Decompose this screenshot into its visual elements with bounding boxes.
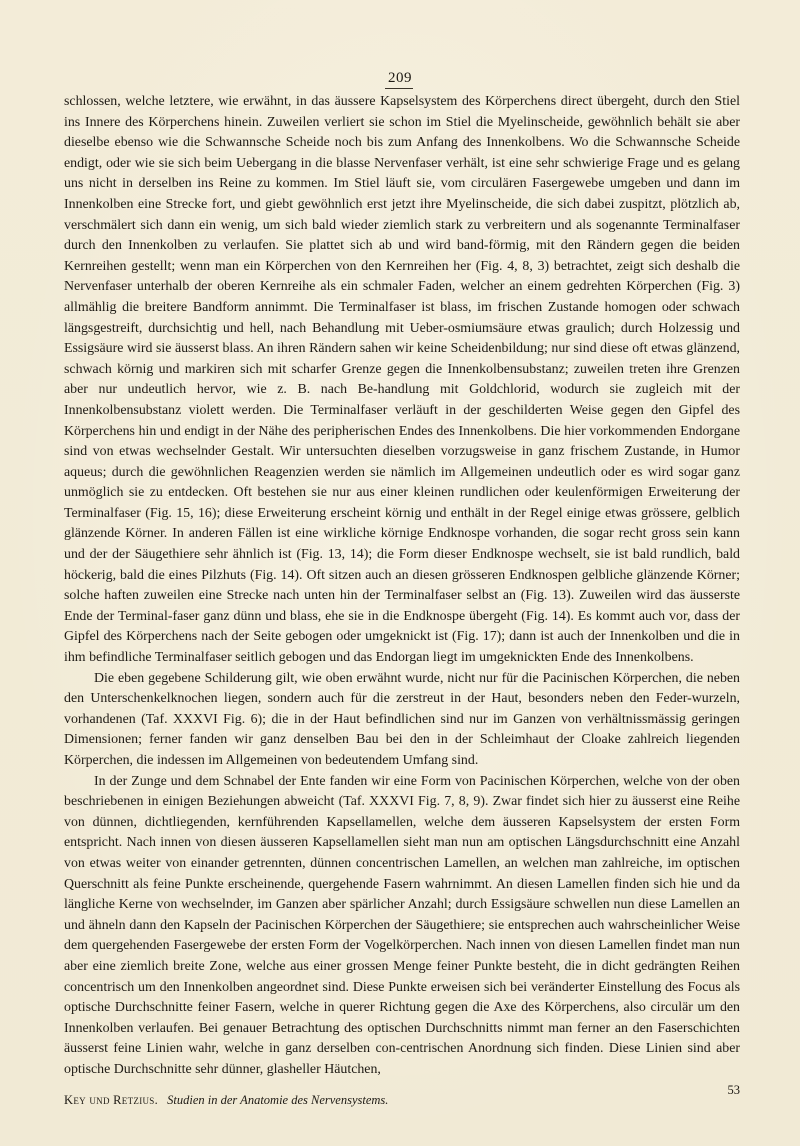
footer-authors: Key und Retzius. — [64, 1093, 159, 1107]
paragraph: schlossen, welche letztere, wie erwähnt, in das äussere Kapselsystem des Körperchens direct übergeht, durch den Stiel ins Innere des Körperchens hinein. Zuweilen verliert sie schon im Stiel die Myelinscheide, gewöhnlich behält sie aber dieselbe ebenso wie die Schwannsche Scheide noch bis zum Anfang des Innenkolbens. Wo die Schwannsche Scheide endigt, oder wie sie sich beim Uebergang in die blasse Nervenfaser verhält, ist eine sehr schwierige Frage und es gelang uns nicht in derselben ins Reine zu kommen. Im Stiel läuft sie, vom circulären Fasergewebe umgeben und dann im Innenkolben eine Strecke fort, und giebt gewöhnlich erst jetzt ihre Myelinscheide, die sich dabei zuspitzt, plötzlich ab, verschmälert sich dann ein wenig, um sich bald wieder ziemlich stark zu verbreitern und als sogenannte Terminalfaser durch den Innenkolben zu verlaufen. Sie plattet sich ab und wird band-förmig, mit den Rändern gegen die beiden Kernreihen gestellt; wenn man ein Körperchen von den Kernreihen her (Fig. 4, 8, 3) betrachtet, zeigt sich deshalb die Nervenfaser unterhalb der oberen Kernreihe als ein schmaler Faden, welcher an einem gedrehten Körperchen (Fig. 3) allmählig die breitere Bandform annimmt. Die Terminalfaser ist blass, im frischen Zustande homogen oder schwach längsgestreift, durchsichtig und hell, nach Behandlung mit Ueber-osmiumsäure etwas graulich; durch Holzessig und Essigsäure wird sie äusserst blass. An ihren Rändern sahen wir keine Scheidenbildung; nur sind diese oft etwas glänzend, schwach körnig und markiren sich mit scharfer Grenze gegen die Innenkolbensubstanz; zuweilen treten ihre Grenzen aber nur undeutlich hervor, wie z. B. nach Be-handlung mit Goldchlorid, wodurch sie zugleich mit der Innenkolbensubstanz violett werden. Die Terminalfaser verläuft in der geschilderten Weise gegen den Gipfel des Körperchens hin und endigt in der Nähe des peripherischen Endes des Innenkolbens. Die hier vorkommenden Endorgane sind von etwas wechselnder Gestalt. Wir untersuchten dieselben vorzugsweise in ganz frischem Zustande, in Humor aqueus; durch die gewöhnlichen Reagenzien werden sie nämlich im Allgemeinen undeutlich oder es wird sogar ganz unmöglich sie zu entdecken. Oft bestehen sie nur aus einer kleinen rundlichen oder keulenförmigen Erweiterung der Terminalfaser (Fig. 15, 16); diese Erweiterung erscheint körnig und enthält in der Regel einige etwas grössere, gelblich glänzende Körner. In anderen Fällen ist eine wirkliche körnige Endknospe vorhanden, die sogar recht gross sein kann und der der Säugethiere sehr ähnlich ist (Fig. 13, 14); die Form dieser Endknospe wechselt, sie ist bald rundlich, bald höckerig, bald die eines Pilzhuts (Fig. 14). Oft sitzen auch an diesen grösseren Endknospen gelbliche glänzende Körner; solche haften zuweilen eine Strecke nach unten hin der Terminalfaser selbst an (Fig. 13). Zuweilen wird das äusserste Ende der Terminal-faser ganz dünn und blass, ehe sie in die Endknospe übergeht (Fig. 14). Es kommt auch vor, dass der Gipfel des Körperchens nach der Seite gebogen oder umgeknickt ist (Fig. 17); dann ist auch der Innenkolben und die in ihm befindliche Terminalfaser seitlich gebogen und das Endorgan liegt im umgeknickten Ende des Innenkolbens. — [64, 94, 740, 666]
page-number-underline — [385, 88, 413, 89]
body-text — [64, 92, 740, 1081]
page-number: 209 — [388, 70, 412, 86]
page-footer — [64, 1083, 740, 1107]
footer-series-title: Studien in der Anatomie des Nervensystems. — [167, 1093, 389, 1107]
paragraph: Die eben gegebene Schilderung gilt, wie oben erwähnt wurde, nicht nur für die Pacinischen Körperchen, die neben den Unterschenkelknochen liegen, sondern auch für die zerstreut in der Haut, besonders neben den Feder-wurzeln, vorhandenen (Taf. XXXVI Fig. 6); die in der Haut befindlichen sind nur im Ganzen von verhältnissmässig geringen Dimensionen; ferner fanden wir ganz denselben Bau bei den in der Schleimhaut der Cloake zahlreich liegenden Körperchen, die indessen im Allgemeinen von bedeutendem Umfang sind. — [64, 670, 740, 768]
paragraph: In der Zunge und dem Schnabel der Ente fanden wir eine Form von Pacinischen Körperchen, welche von der oben beschriebenen in einigen Beziehungen abweicht (Taf. XXXVI Fig. 7, 8, 9). Zwar findet sich hier zu äusserst eine Reihe von dünnen, dichtliegenden, kernführenden Kapsellamellen, welche dem äusseren Kapselsystem der ersten Form entspricht. Nach innen von diesen äusseren Kapsellamellen sieht man nun am optischen Längsdurchschnitt eine Anzahl von etwas weiter von einander getrennten, dünnen concentrischen Lamellen, an welchen man zahlreiche, im optischen Querschnitt als feine Punkte erscheinende, quergehende Fasern wahrnimmt. An diesen Lamellen finden sich hie und da längliche Kerne von wechselnder, im Ganzen aber spärlicher Anzahl; durch Essigsäure schwellen nun diese Lamellen an und ähneln dann den Kapseln der Pacinischen Körperchen der Säugethiere; sie entsprechen auch wahrscheinlicher Weise dem quergehenden Fasergewebe der ersten Form der Vogelkörperchen. Nach innen von diesen Lamellen findet man nun aber eine ziemlich breite Zone, welche aus einer grossen Menge feiner Punkte besteht, die in dicht gedrängten Reihen concentrisch um den Innenkolben angeordnet sind. Diese Punkte erweisen sich bei veränderter Einstellung des Focus als optische Durchschnitte feiner Fasern, welche in querer Richtung gegen die Axe des Körperchens, also circulär um den Innenkolben verlaufen. Bei genauer Betrachtung des optischen Durchschnitts nimmt man ferner an den Faserschichten äusserst feine Linien wahr, welche in ganz derselben con-centrischen Anordnung sich finden. Diese Linien sind aber optische Durchschnitte sehr dünner, glasheller Häutchen, — [64, 773, 740, 1077]
sheet-signature: 53 — [727, 1083, 740, 1097]
